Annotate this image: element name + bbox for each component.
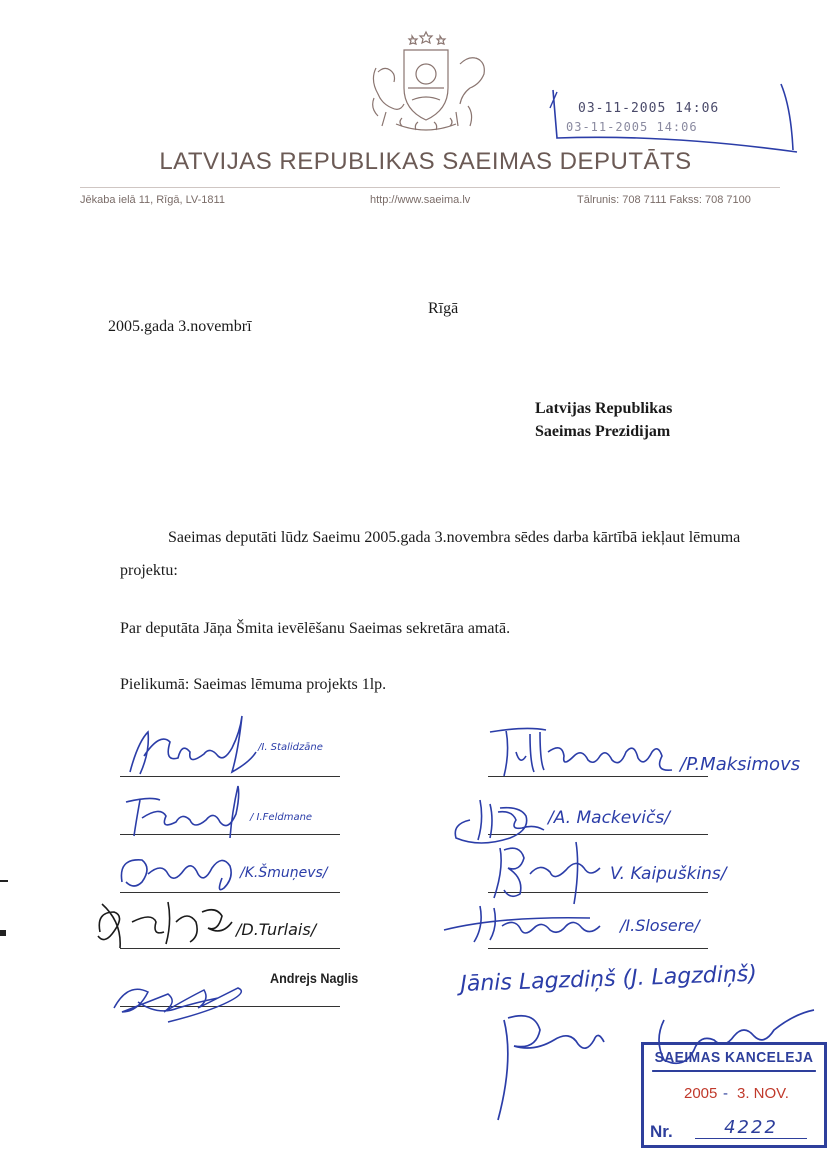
- recipient-line-1: Latvijas Republikas: [535, 400, 673, 417]
- letter-date: 2005.gada 3.novembrī: [108, 318, 252, 335]
- signature-stalidzane: [120, 712, 265, 787]
- recipient-line-2: Saeimas Prezidijam: [535, 423, 671, 440]
- letterhead-website: http://www.saeima.lv: [370, 194, 471, 206]
- signature-feldmane: [120, 782, 260, 842]
- scan-margin-mark: [0, 880, 8, 882]
- signature-maksimovs: [486, 722, 676, 782]
- request-subject: Par deputāta Jāņa Šmita ievēlēšanu Saeimas sekretāra amatā.: [120, 620, 511, 637]
- signature-name-turlais: /D.Turlais/: [236, 920, 317, 939]
- letterhead-divider: [80, 187, 780, 188]
- received-timestamp: 03-11-2005 14:06: [578, 101, 720, 116]
- signature-name-maksimovs: /P.Maksimovs: [680, 754, 801, 775]
- office-stamp-number: 4222: [695, 1117, 807, 1139]
- office-stamp-year: 2005: [684, 1085, 718, 1102]
- typed-name-naglis: Andrejs Naglis: [270, 970, 359, 986]
- signature-name-slosere: /I.Slosere/: [620, 916, 700, 935]
- coat-of-arms-icon: [356, 28, 496, 138]
- signature-line: [488, 948, 708, 949]
- received-timestamp-faint: 03-11-2005 14:06: [566, 120, 698, 134]
- signature-name-lagzdins: Jānis Lagzdiņš (J. Lagzdiņš): [460, 961, 758, 997]
- letterhead-phone-fax: Tālrunis: 708 7111 Fakss: 708 7100: [577, 194, 751, 206]
- signature-naglis: [108, 968, 258, 1028]
- scan-margin-mark: [0, 930, 6, 936]
- office-stamp-date: 3. NOV.: [737, 1085, 789, 1102]
- signature-name-stalidzane: /I. Stalidzāne: [258, 742, 323, 753]
- received-stamp-frame: [545, 78, 800, 156]
- signature-name-kaipuskins: V. Kaipuškins/: [610, 864, 727, 884]
- signature-name-mackevics: /A. Mackevičs/: [548, 808, 670, 828]
- signature-slosere: [440, 896, 620, 946]
- office-stamp-number-label: Nr.: [650, 1122, 673, 1141]
- signature-turlais: [92, 892, 242, 952]
- office-stamp-dash: -: [723, 1085, 728, 1102]
- signature-smunevs: [112, 838, 257, 898]
- signature-name-feldmane: / I.Feldmane: [250, 812, 313, 823]
- letter-place: Rīgā: [428, 300, 459, 317]
- letterhead-address: Jēkaba ielā 11, Rīgā, LV-1811: [80, 194, 225, 206]
- request-paragraph-line-2: projektu:: [120, 562, 178, 579]
- signature-name-smunevs: /K.Šmuņevs/: [240, 865, 328, 881]
- request-paragraph-line-1: Saeimas deputāti lūdz Saeimu 2005.gada 3.novembra sēdes darba kārtībā iekļaut lēmuma: [168, 529, 741, 546]
- office-stamp-title: SAEIMAS KANCELEJA: [652, 1046, 816, 1072]
- attachment-note: Pielikumā: Saeimas lēmuma projekts 1lp.: [120, 676, 387, 693]
- letterhead-title: LATVIJAS REPUBLIKAS SAEIMAS DEPUTĀTS: [159, 148, 692, 175]
